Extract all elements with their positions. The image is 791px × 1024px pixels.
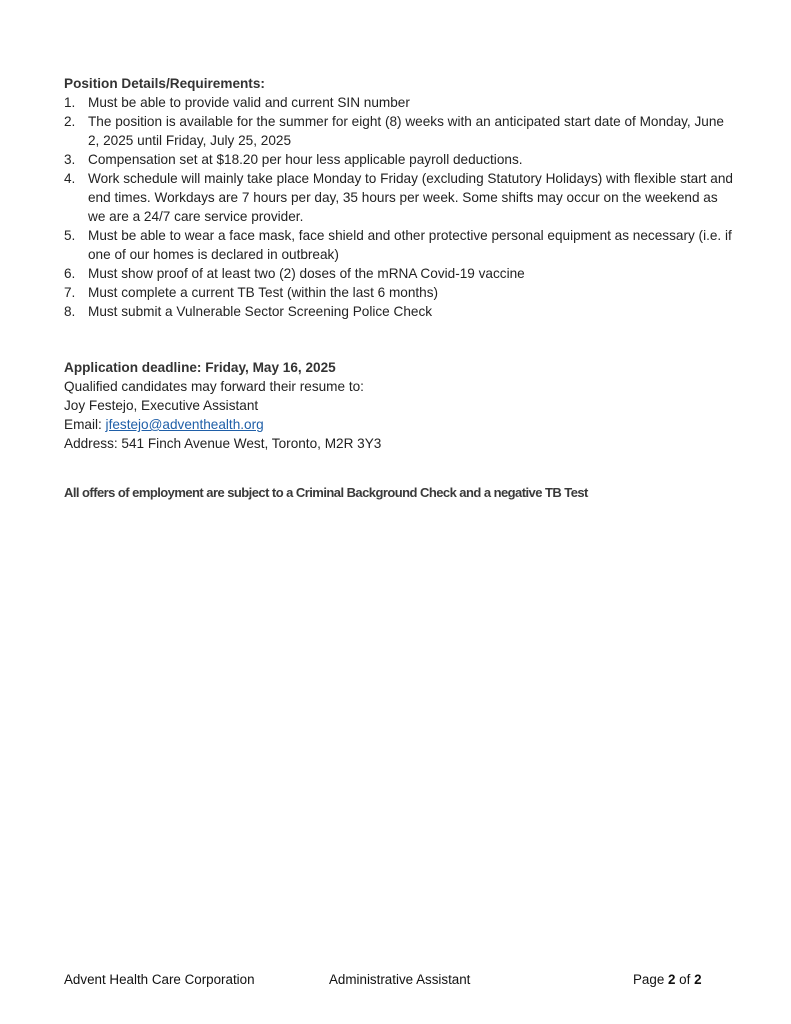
email-link[interactable]: jfestejo@adventhealth.org — [105, 417, 264, 432]
footer-organization: Advent Health Care Corporation — [64, 972, 255, 987]
list-number: 3. — [64, 152, 76, 167]
list-item — [64, 226, 734, 264]
list-item-text: Must be able to provide valid and current SIN number — [88, 95, 410, 110]
list-item — [64, 93, 734, 112]
deadline-heading: Application deadline: Friday, May 16, 2025 — [64, 360, 336, 375]
address-line: Address: 541 Finch Avenue West, Toronto, M2R 3Y3 — [64, 436, 382, 451]
page-prefix: Page — [633, 972, 668, 987]
application-section — [64, 358, 734, 453]
requirements-list — [64, 93, 734, 321]
list-number: 2. — [64, 114, 76, 129]
list-item — [64, 302, 734, 321]
email-label: Email: — [64, 417, 106, 432]
list-item-text: Work schedule will mainly take place Monday to Friday (excluding Statutory Holidays) with flexible start and end times. Workdays are 7 hours per day, 35 hours per week. Some shifts may occur on the weekend as we are a 24/7 care service provider. — [88, 171, 733, 224]
page-of: of — [675, 972, 695, 987]
list-number: 6. — [64, 266, 76, 281]
list-item-text: Must submit a Vulnerable Sector Screening Police Check — [88, 304, 433, 319]
list-item-text: Must show proof of at least two (2) doses of the mRNA Covid-19 vaccine — [88, 266, 525, 281]
email-line — [64, 415, 734, 434]
list-item — [64, 150, 734, 169]
list-number: 4. — [64, 171, 76, 186]
list-item-text: Must complete a current TB Test (within the last 6 months) — [88, 285, 439, 300]
list-item — [64, 112, 734, 150]
list-item-text: Compensation set at $18.20 per hour less applicable payroll deductions. — [88, 152, 523, 167]
list-number: 5. — [64, 228, 76, 243]
contact-name: Joy Festejo, Executive Assistant — [64, 398, 259, 413]
requirements-section — [64, 74, 734, 321]
requirements-heading: Position Details/Requirements: — [64, 76, 265, 91]
page-current: 2 — [668, 972, 676, 987]
page-total: 2 — [694, 972, 702, 987]
employment-disclaimer: All offers of employment are subject to a Criminal Background Check and a negative TB Test — [64, 485, 588, 500]
application-intro: Qualified candidates may forward their resume to: — [64, 379, 364, 394]
list-item — [64, 264, 734, 283]
footer-page-number — [633, 970, 702, 989]
list-item — [64, 283, 734, 302]
list-item — [64, 169, 734, 226]
list-number: 1. — [64, 95, 76, 110]
list-number: 7. — [64, 285, 76, 300]
list-item-text: Must be able to wear a face mask, face shield and other protective personal equipment as necessary (i.e. if one of our homes is declared in outbreak) — [88, 228, 732, 262]
list-item-text: The position is available for the summer for eight (8) weeks with an anticipated start date of Monday, June 2, 2025 until Friday, July 25, 2025 — [88, 114, 724, 148]
footer-document-title: Administrative Assistant — [329, 972, 471, 987]
list-number: 8. — [64, 304, 76, 319]
